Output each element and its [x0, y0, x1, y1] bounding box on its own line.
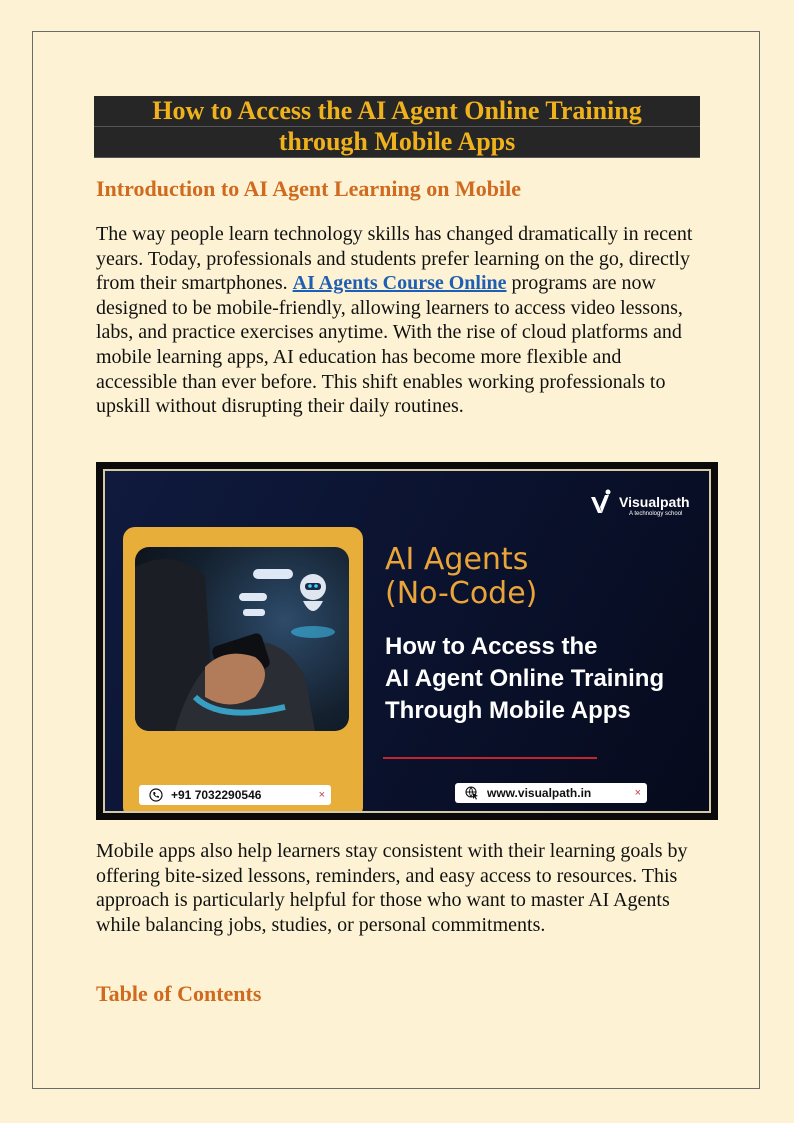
phone-icon: [149, 788, 163, 802]
banner-heading-line-1: AI Agents: [385, 542, 529, 577]
phone-pill: [139, 785, 331, 805]
banner-inner: [103, 469, 711, 813]
banner-subheading: [385, 631, 664, 727]
phone-number: +91 7032290546: [171, 788, 262, 802]
banner-sub-line-1: How to Access the: [385, 633, 598, 660]
visualpath-logo-icon: [589, 489, 615, 517]
banner-sub-line-2: AI Agent Online Training: [385, 665, 665, 692]
phone-close-icon: ×: [318, 789, 325, 801]
intro-text-after-link: programs are now designed to be mobile-friendly, allowing learners to access video lessons, labs, and practice exercises anytime. With the rise of cloud platforms and mobile learning apps, AI education has become more flexible and accessible than ever before. This shift enables working professionals to upskill without disrupting their daily routines.: [96, 272, 683, 418]
title-line-1: How to Access the AI Agent Online Training: [94, 96, 700, 127]
banner-heading: [385, 543, 537, 611]
document-title: [94, 96, 700, 158]
website-url: www.visualpath.in: [487, 786, 592, 800]
person-with-phone-photo: [135, 547, 349, 731]
photo-card: [123, 527, 363, 813]
course-banner-image: [96, 462, 718, 820]
visualpath-logo: [591, 489, 690, 521]
logo-name: Visualpath: [619, 494, 690, 510]
website-close-icon: ×: [634, 787, 641, 799]
mobile-apps-paragraph: Mobile apps also help learners stay consistent with their learning goals by offering bite-sized lessons, reminders, and easy access to resources. This approach is particularly helpful for those who want to master AI Agents while balancing jobs, studies, or personal commitments.: [96, 840, 688, 936]
website-pill: [455, 783, 647, 803]
banner-divider: [383, 757, 597, 759]
logo-tagline: A technology school: [629, 511, 683, 517]
phone-robot-illustration: [135, 547, 349, 731]
banner-heading-line-2: (No-Code): [385, 576, 538, 611]
section-heading-intro: Introduction to AI Agent Learning on Mobile: [96, 176, 521, 201]
ai-agents-course-link[interactable]: AI Agents Course Online: [292, 272, 507, 295]
intro-text-before-link: The way people learn technology skills has changed dramatically in recent years. Today, professionals and students prefer learning on the go, directly from their smartphones.: [96, 223, 693, 295]
title-line-2: through Mobile Apps: [94, 127, 700, 158]
banner-sub-line-3: Through Mobile Apps: [385, 697, 631, 724]
globe-cursor-icon: [465, 786, 479, 800]
section-heading-toc: Table of Contents: [96, 981, 262, 1006]
intro-paragraph: [96, 222, 706, 419]
